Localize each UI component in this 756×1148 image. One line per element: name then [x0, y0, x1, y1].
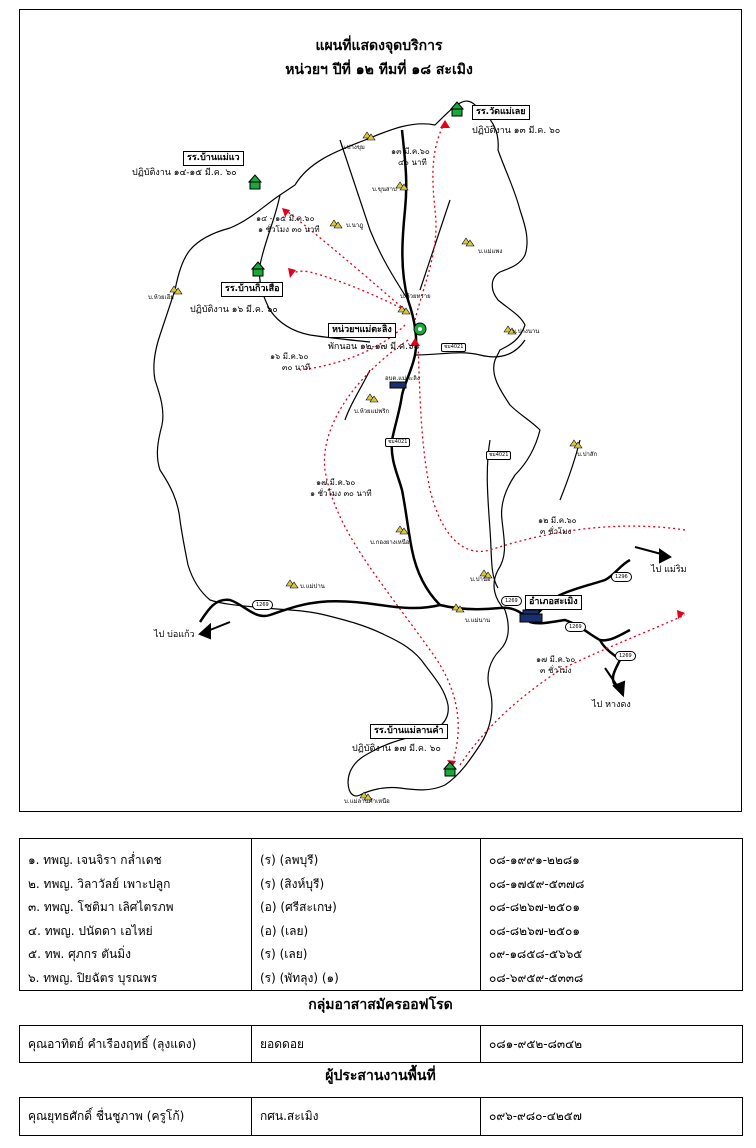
school-label-kiew-suea: รร.บ้านกิ่วเสือ	[221, 282, 283, 297]
route-label-4b: ๑ ชั่วโมง ๓๐ นาที	[310, 489, 372, 498]
village-label: บ.ปางนาน	[512, 328, 540, 335]
route-arrowheads	[282, 120, 685, 767]
base-icon	[414, 323, 426, 335]
doctor-names-column	[20, 839, 252, 991]
doctor-org: (ร) (ลพบุรี)	[260, 853, 319, 867]
road-southeast	[600, 640, 620, 685]
route-label-5b: ๓ ชั่วโมง	[540, 527, 572, 536]
village-label: บ.ห้วยทราย	[400, 293, 431, 300]
doctor-name: ๓. ทพญ. โชติมา เลิศไตรภพ	[28, 900, 174, 914]
map-title-line2: หน่วยฯ ปีที่ ๑๒ ทีมที่ ๑๘ สะเมิง	[285, 62, 473, 78]
doctor-org: (ร) (สิงห์บุรี)	[260, 876, 325, 891]
doctor-name: ๑. ทพญ. เจนจิรา กล่ำเดช	[28, 853, 162, 867]
village-label: บ.แม่แพง	[478, 248, 503, 255]
doctor-phone: ๐๘-๘๒๖๗-๒๕๐๑	[489, 923, 580, 938]
road-label: 1269	[565, 622, 586, 632]
coordinators-table	[19, 1097, 743, 1136]
district-boundary	[154, 101, 540, 796]
direction-arrows	[200, 547, 670, 695]
village-label: บ.นาฎู	[346, 222, 364, 229]
main-road	[392, 130, 630, 640]
secondary-road-5	[487, 440, 498, 588]
route-lines	[288, 122, 685, 770]
road-label: 1296	[611, 572, 632, 582]
road-northeast	[530, 560, 630, 622]
tao-office-label: อบต.แม่ตะลิง	[385, 375, 420, 382]
map-title-line1: แผนที่แสดงจุดบริการ	[315, 38, 443, 54]
village-label: บ.ปาสัก	[577, 451, 598, 458]
village-label: บ.ขุนสาบ	[372, 186, 397, 193]
volunteer-name: คุณอาทิตย์ คำเรืองฤทธิ์ (ลุงแดง)	[20, 1026, 252, 1063]
volunteers-table	[19, 1025, 743, 1063]
secondary-road-3	[415, 340, 525, 357]
road-label: 1269	[501, 596, 522, 606]
route-label-6b: ๓ ชั่วโมง	[540, 666, 572, 675]
doctor-org: (ร) (พัทลุง) (๑)	[260, 970, 339, 985]
doctor-name: ๔. ทพญ. ปนัดดา เอไหย่	[28, 923, 153, 938]
route-label-1a: ๑๓ มี.ค.๖๐	[391, 147, 430, 156]
school-label-mae-loei: รร.วัดแม่เลย	[472, 105, 530, 120]
route-mae-lan-kham	[324, 340, 458, 770]
doctor-name: ๕. ทพ. ศุภกร ตันมิ่ง	[28, 947, 131, 961]
district-label: อำเภอสะเมิง	[525, 595, 582, 610]
school-label-mae-lan-kham: รร.บ้านแม่ลานคำ	[370, 724, 448, 739]
volunteer-org: ยอดดอย	[252, 1026, 481, 1063]
village-label: บ.ห้วยเฮีย	[148, 294, 174, 301]
coordinator-name: คุณยุทธศักดิ์ ชื่นชูภาพ (ครูโก้)	[20, 1098, 252, 1136]
doctor-phone: ๐๘-๑๗๕๙-๕๓๗๘	[489, 876, 585, 891]
direction-mae-rim: ไป แม่ริม	[651, 565, 687, 575]
village-label: บ.แม่ปาน	[300, 583, 325, 590]
volunteers-heading: กลุ่มอาสาสมัครออฟโรด	[308, 997, 453, 1013]
table-row	[20, 1026, 743, 1063]
school-label-mae-wae: รร.บ้านแม่แว	[183, 151, 244, 166]
tao-office-icon	[390, 382, 406, 388]
route-kiew-suea	[290, 271, 405, 310]
village-icons	[170, 132, 582, 800]
village-label: บ.กองยางเหนือ	[370, 539, 410, 546]
coordinator-org: กศน.สะเมิง	[252, 1098, 481, 1136]
route-to-hang-dong	[460, 615, 685, 765]
road-label: ชม4021	[385, 438, 410, 447]
doctor-name: ๒. ทพญ. วิลาวัลย์ เพาะปลูก	[28, 876, 171, 891]
district-office-icon	[520, 610, 542, 622]
school-note-kiew-suea: ปฏิบัติงาน ๑๖ มี.ค. ๖๐	[190, 305, 278, 315]
doctor-org: (อ) (ศรีสะเกษ)	[260, 900, 337, 914]
route-label-6a: ๑๗ มี.ค.๖๐	[536, 655, 576, 664]
school-note-mae-wae: ปฏิบัติงาน ๑๔-๑๕ มี.ค. ๖๐	[132, 168, 237, 178]
doctor-phones-column	[481, 839, 743, 991]
secondary-road-7	[560, 440, 580, 500]
secondary-road-4	[420, 200, 450, 290]
route-label-2a: ๑๔ - ๑๕ มี.ค.๖๐	[256, 214, 315, 223]
school-icons	[249, 102, 463, 776]
doctor-orgs-column	[252, 839, 481, 991]
route-label-3a: ๑๖ มี.ค.๖๐	[270, 352, 309, 361]
school-note-mae-loei: ปฏิบัติงาน ๑๓ มี.ค. ๖๐	[472, 126, 561, 136]
route-label-3b: ๓๐ นาที	[282, 363, 311, 372]
road-label: 1269	[252, 600, 273, 610]
doctor-org: (อ) (เลย)	[260, 923, 309, 938]
doctors-table	[19, 838, 743, 991]
service-map	[19, 9, 742, 812]
road-label: ชม4021	[441, 343, 466, 352]
doctor-phone: ๐๙-๑๘๕๘-๕๖๖๕	[489, 947, 583, 961]
route-label-1b: ๔๐ นาที	[398, 158, 427, 167]
village-label: บ.ห้วยแม่พริก	[354, 408, 390, 415]
direction-bo-kaeo: ไป บ่อแก้ว	[154, 630, 195, 640]
base-label: หน่วยฯแม่ตะลิง	[328, 323, 396, 338]
coordinators-heading: ผู้ประสานงานพื้นที่	[325, 1068, 436, 1084]
table-row	[20, 1098, 743, 1136]
school-note-mae-lan-kham: ปฏิบัติงาน ๑๗ มี.ค. ๖๐	[352, 744, 441, 754]
road-label: ชม4021	[486, 451, 511, 460]
route-label-4a: ๑๗ มี.ค.๖๐	[316, 478, 356, 487]
route-label-2b: ๑ ชั่วโมง ๓๐ นาที	[258, 225, 320, 234]
volunteer-phone: ๐๘๑-๙๕๒-๘๓๔๒	[481, 1026, 743, 1063]
village-label: บ.แม่ลานคำเหนือ	[344, 798, 390, 805]
road-west	[200, 600, 440, 622]
village-label: บ.ปาน้อ	[470, 576, 491, 583]
coordinator-phone: ๐๙๖-๙๘๐-๔๒๕๗	[481, 1098, 743, 1136]
doctor-phone: ๐๘-๘๒๖๗-๒๕๐๑	[489, 900, 580, 914]
direction-hang-dong: ไป หางดง	[592, 700, 631, 710]
doctor-phone: ๐๘-๑๙๙๑-๒๒๘๑	[489, 853, 580, 867]
doctor-org: (ร) (เลย)	[260, 947, 308, 961]
doctor-name: ๖. ทพญ. ปิยฉัตร บุรณพร	[28, 970, 158, 985]
route-label-5a: ๑๒ มี.ค.๖๐	[538, 516, 577, 525]
doctor-phone: ๐๘-๖๙๕๙-๕๓๓๘	[489, 970, 584, 985]
base-note: พักนอน ๑๒-๑๗ มี.ค.๖๐	[328, 342, 420, 352]
road-label: 1269	[615, 651, 636, 661]
village-label: บ.แม่นาน	[465, 617, 491, 624]
village-label: บ.ปางขุม	[341, 144, 365, 151]
